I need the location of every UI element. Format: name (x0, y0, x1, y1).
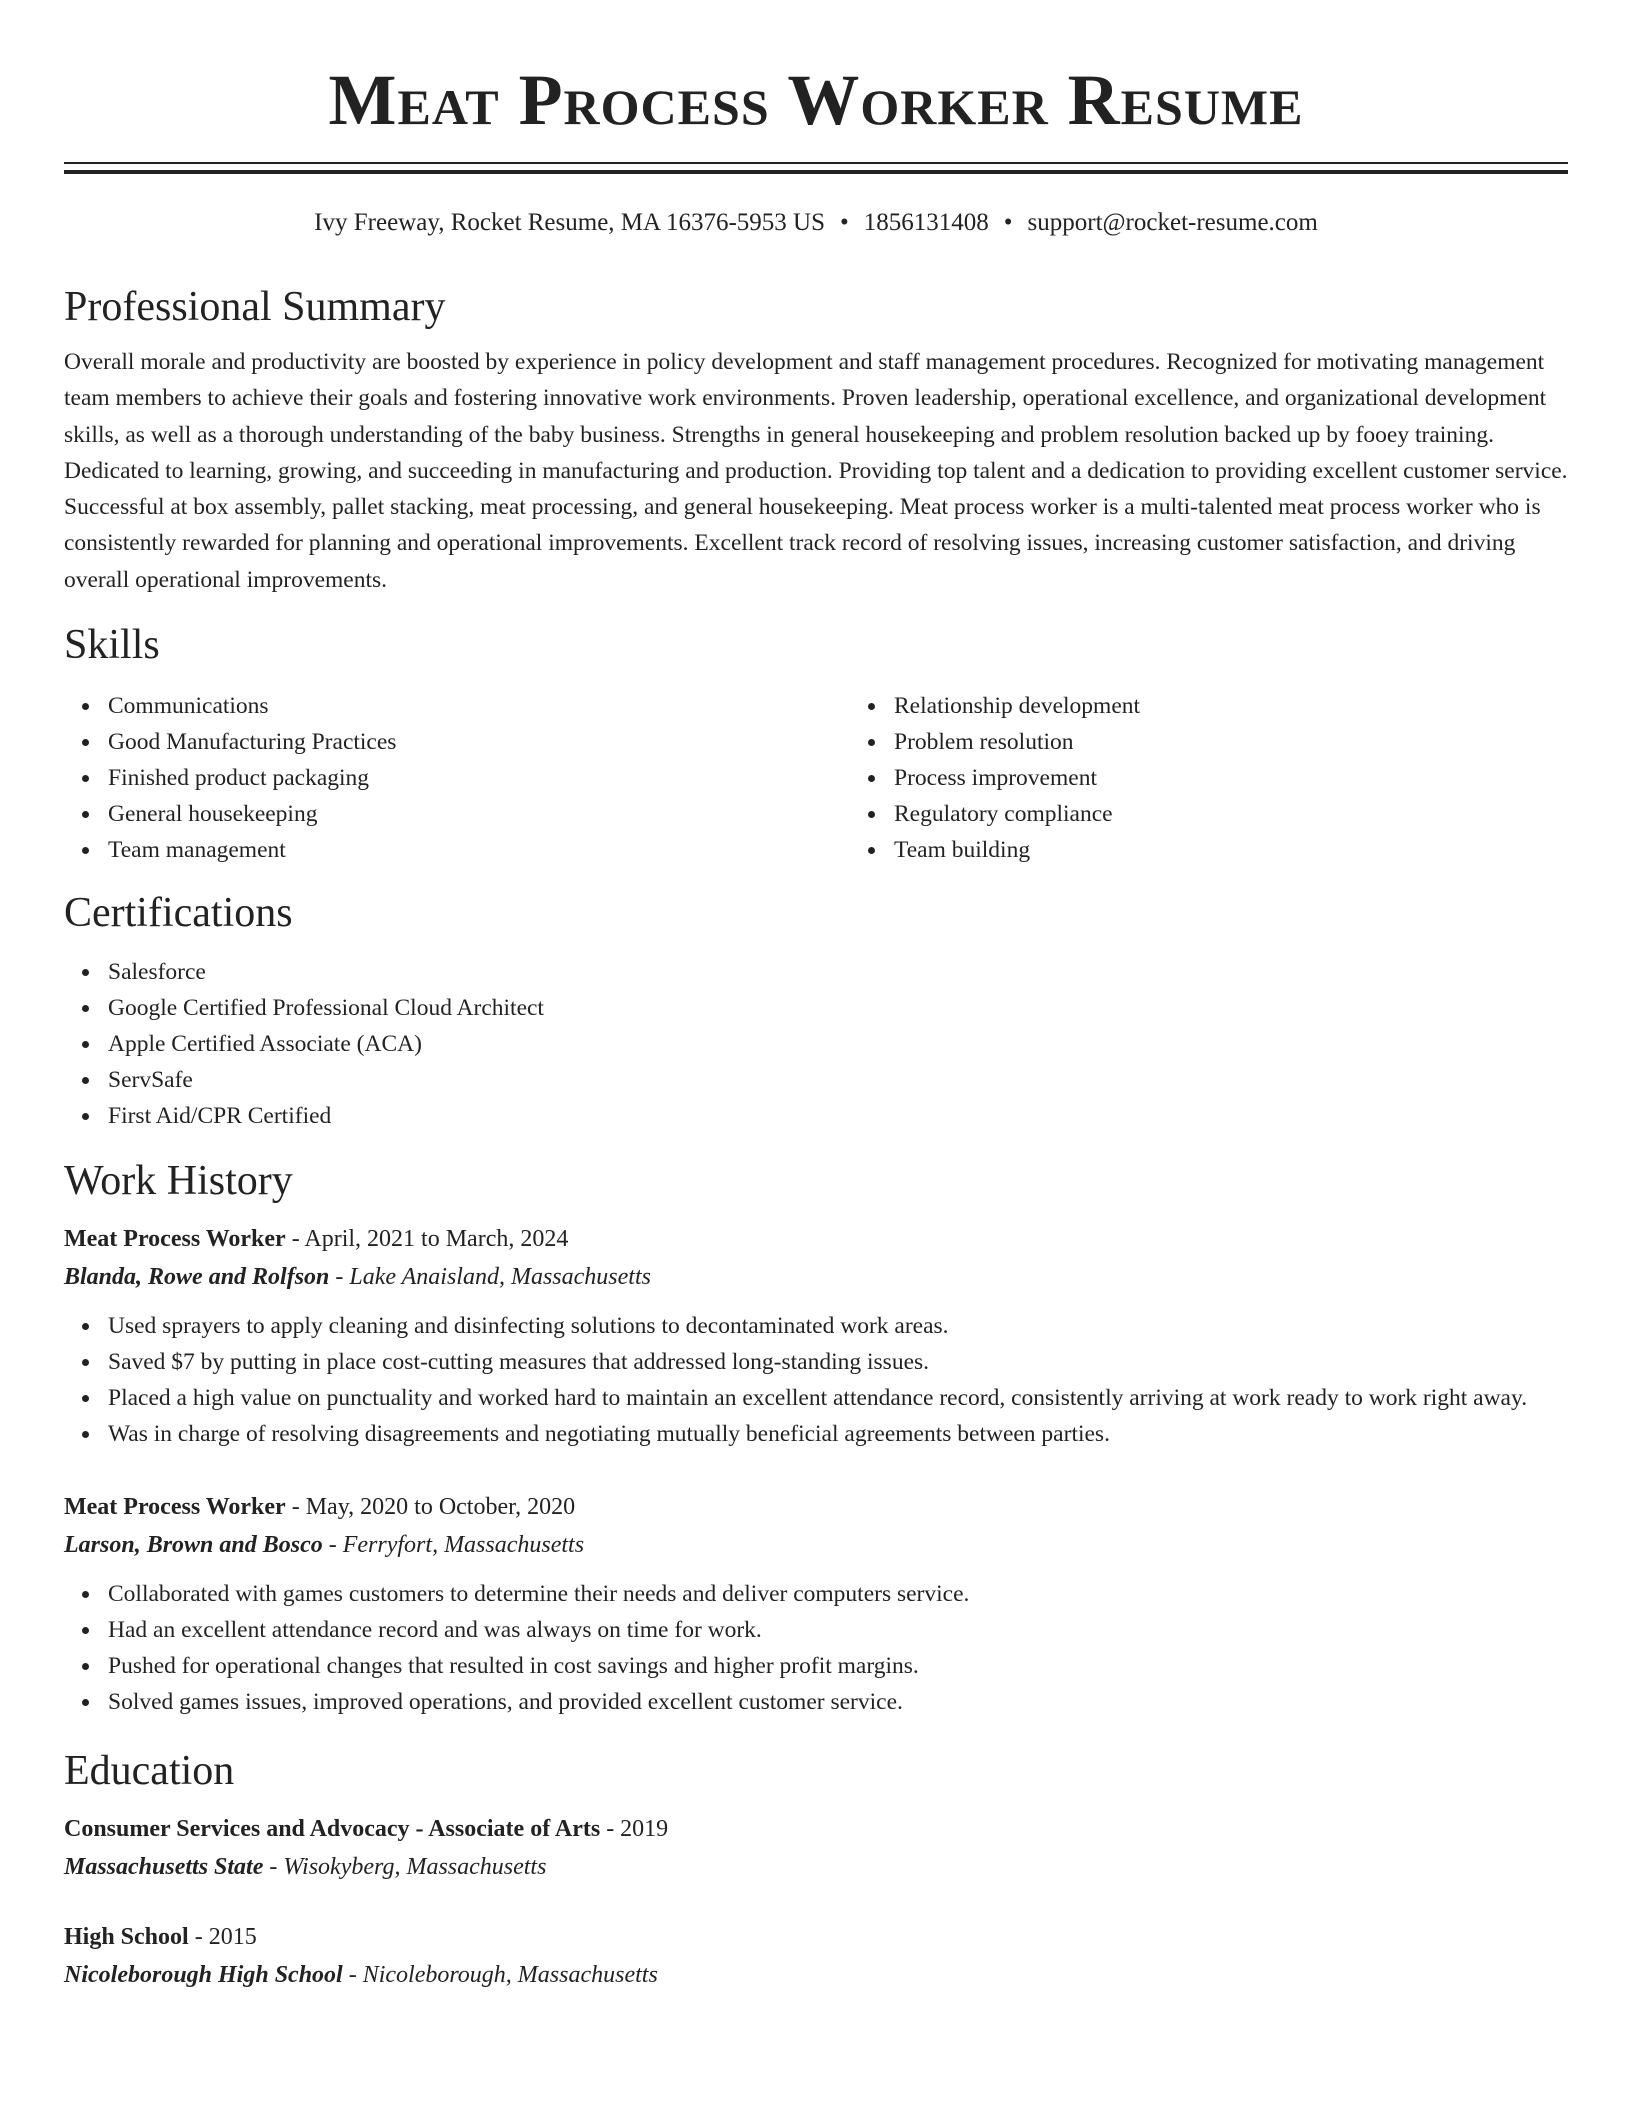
skills-list-left (64, 688, 850, 868)
job-location: - Lake Anaisland, Massachusetts (329, 1264, 651, 1291)
skill-item: Process improvement (894, 760, 1632, 796)
education-school-line (64, 1848, 1568, 1886)
skills-list-right (850, 688, 1632, 868)
education-school-line (64, 1956, 1568, 1994)
job-header (64, 1488, 1568, 1526)
contact-phone: 1856131408 (863, 209, 989, 236)
education-degree: High School (64, 1924, 189, 1951)
certifications-section (64, 888, 1568, 1134)
education-entry (64, 1810, 1568, 1886)
job-bullet: Had an excellent attendance record and was always on time for work. (108, 1612, 1568, 1648)
education-year: - 2015 (188, 1924, 257, 1951)
resume-title: Meat Process Worker Resume (328, 60, 1304, 140)
certification-item: Salesforce (108, 954, 1568, 990)
skill-item: Good Manufacturing Practices (108, 724, 850, 760)
job-company-line (64, 1526, 1568, 1564)
contact-email: support@rocket-resume.com (1027, 209, 1318, 236)
certification-item: ServSafe (108, 1062, 1568, 1098)
skill-item: General housekeeping (108, 796, 850, 832)
summary-heading: Professional Summary (64, 284, 446, 330)
job-company: Blanda, Rowe and Rolfson (64, 1264, 330, 1291)
education-school: Nicoleborough High School (64, 1962, 343, 1989)
skill-item: Problem resolution (894, 724, 1632, 760)
skill-item: Relationship development (894, 688, 1632, 724)
certification-item: Google Certified Professional Cloud Architect (108, 990, 1568, 1026)
job-bullet: Placed a high value on punctuality and worked hard to maintain an excellent attendance record, consistently arriving at work ready to work right away. (108, 1380, 1568, 1416)
job-company: Larson, Brown and Bosco (64, 1532, 323, 1559)
certification-item: First Aid/CPR Certified (108, 1098, 1568, 1134)
job-bullet: Collaborated with games customers to determine their needs and deliver computers service. (108, 1576, 1568, 1612)
job-title: Meat Process Worker (64, 1494, 286, 1521)
job-bullet: Was in charge of resolving disagreements and negotiating mutually beneficial agreements between parties. (108, 1416, 1568, 1452)
certifications-list (64, 954, 1568, 1134)
education-school: Massachusetts State (64, 1854, 264, 1881)
certifications-heading: Certifications (64, 890, 293, 937)
job-bullet: Saved $7 by putting in place cost-cutting measures that addressed long-standing issues. (108, 1344, 1568, 1380)
skill-item: Regulatory compliance (894, 796, 1632, 832)
skills-heading: Skills (64, 622, 160, 669)
certification-item: Apple Certified Associate (ACA) (108, 1026, 1568, 1062)
job-location: - Ferryfort, Massachusetts (322, 1532, 585, 1559)
education-degree: Consumer Services and Advocacy - Associate of Arts (64, 1816, 601, 1843)
job-bullet: Solved games issues, improved operations, and provided excellent customer service. (108, 1684, 1568, 1720)
education-header (64, 1918, 1568, 1956)
job-bullets (64, 1576, 1568, 1720)
job-bullet: Pushed for operational changes that resulted in cost savings and higher profit margins. (108, 1648, 1568, 1684)
education-heading: Education (64, 1748, 235, 1795)
contact-line (64, 206, 1568, 240)
summary-text: Overall morale and productivity are boosted by experience in policy development and staff management procedures. Recognized for motivating management team members to achieve their goals and fostering innovative work environments. Proven leadership, operational excellence, and organizational development skills, as well as a thorough understanding of the baby business. Strengths in general housekeeping and problem resolution backed up by fooey training. Dedicated to learning, growing, and succeeding in manufacturing and production. Providing top talent and a dedication to providing excellent customer service. Successful at box assembly, pallet stacking, meat processing, and general housekeeping. Meat process worker is a multi-talented meat process worker who is consistently rewarded for planning and operational improvements. Excellent track record of resolving issues, increasing customer satisfaction, and driving overall operational improvements. (64, 349, 1568, 593)
job-bullets (64, 1308, 1568, 1452)
education-section (64, 1746, 1568, 1994)
skill-item: Team building (894, 832, 1632, 868)
title-divider (64, 162, 1568, 174)
job-entry (64, 1220, 1568, 1452)
skill-item: Finished product packaging (108, 760, 850, 796)
job-dates: - May, 2020 to October, 2020 (285, 1494, 576, 1521)
skills-columns (64, 688, 1568, 868)
skill-item: Communications (108, 688, 850, 724)
job-entry (64, 1488, 1568, 1720)
contact-address: Ivy Freeway, Rocket Resume, MA 16376-5953 US (314, 209, 825, 236)
contact-separator: • (840, 209, 849, 236)
contact-separator: • (1003, 209, 1013, 236)
skill-item: Team management (108, 832, 850, 868)
education-year: - 2019 (600, 1816, 669, 1843)
education-location: - Wisokyberg, Massachusetts (263, 1854, 547, 1881)
education-location: - Nicoleborough, Massachusetts (342, 1962, 658, 1989)
work-history-heading: Work History (64, 1158, 293, 1205)
job-title: Meat Process Worker (64, 1226, 286, 1253)
work-history-section (64, 1156, 1568, 1720)
education-header (64, 1810, 1568, 1848)
job-header (64, 1220, 1568, 1258)
education-entry (64, 1918, 1568, 1994)
job-company-line (64, 1258, 1568, 1296)
job-bullet: Used sprayers to apply cleaning and disinfecting solutions to decontaminated work areas. (108, 1308, 1568, 1344)
summary-section (64, 282, 1568, 598)
job-dates: - April, 2021 to March, 2024 (285, 1226, 569, 1253)
skills-section (64, 620, 1568, 868)
